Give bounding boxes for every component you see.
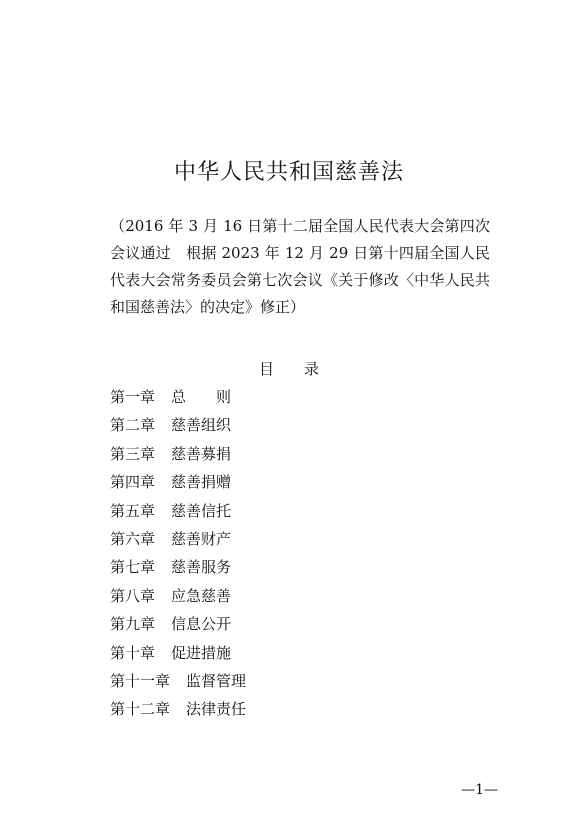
toc-chapter: 第二章 — [110, 416, 156, 435]
toc-chapter: 第九章 — [110, 615, 156, 634]
toc-chapter: 第六章 — [110, 529, 156, 548]
toc-chapter: 第四章 — [110, 473, 156, 492]
toc-chapter-name: 慈善捐赠 — [171, 473, 232, 492]
toc-chapter: 第三章 — [110, 444, 156, 463]
toc-chapter-name: 促进措施 — [171, 643, 232, 662]
toc-item — [110, 470, 246, 498]
document-title: 中华人民共和国慈善法 — [173, 160, 404, 185]
toc-item — [110, 641, 246, 669]
toc-item — [110, 612, 246, 640]
toc-item — [110, 442, 246, 470]
toc-chapter-name: 慈善财产 — [171, 529, 232, 548]
toc-chapter-name: 法律责任 — [186, 700, 247, 719]
table-of-contents — [110, 385, 246, 726]
toc-item — [110, 555, 246, 583]
toc-chapter: 第一章 — [110, 388, 156, 406]
toc-item — [110, 385, 246, 413]
toc-chapter-name: 信息公开 — [171, 615, 232, 634]
document-subtitle: （2016 年 3 月 16 日第十二届全国人民代表大会第四次会议通过 根据 2023 年 12 月 29 日第十四届全国人民代表大会常务委员会第七次会议《关于修改〈中华人民共和国慈善法〉的决定》修正） — [110, 217, 490, 316]
toc-item — [110, 669, 246, 697]
toc-item — [110, 527, 246, 555]
toc-chapter: 第五章 — [110, 501, 156, 520]
toc-chapter-name: 总 则 — [171, 388, 232, 406]
toc-chapter-name: 监督管理 — [186, 671, 247, 690]
toc-item — [110, 584, 246, 612]
toc-chapter: 第七章 — [110, 558, 156, 577]
toc-chapter: 第八章 — [110, 586, 156, 605]
toc-chapter: 第十章 — [110, 643, 156, 662]
toc-chapter: 第十一章 — [110, 671, 171, 690]
toc-chapter-name: 慈善服务 — [171, 558, 232, 577]
toc-chapter-name: 应急慈善 — [171, 586, 232, 605]
toc-item — [110, 697, 246, 725]
toc-chapter-name: 慈善信托 — [171, 501, 232, 520]
toc-item — [110, 413, 246, 441]
toc-chapter-name: 慈善募捐 — [171, 444, 232, 463]
toc-heading: 目 录 — [258, 360, 319, 378]
toc-chapter: 第十二章 — [110, 700, 171, 719]
page-number: —1— — [461, 782, 498, 798]
toc-item — [110, 499, 246, 527]
toc-chapter-name: 慈善组织 — [171, 416, 232, 435]
